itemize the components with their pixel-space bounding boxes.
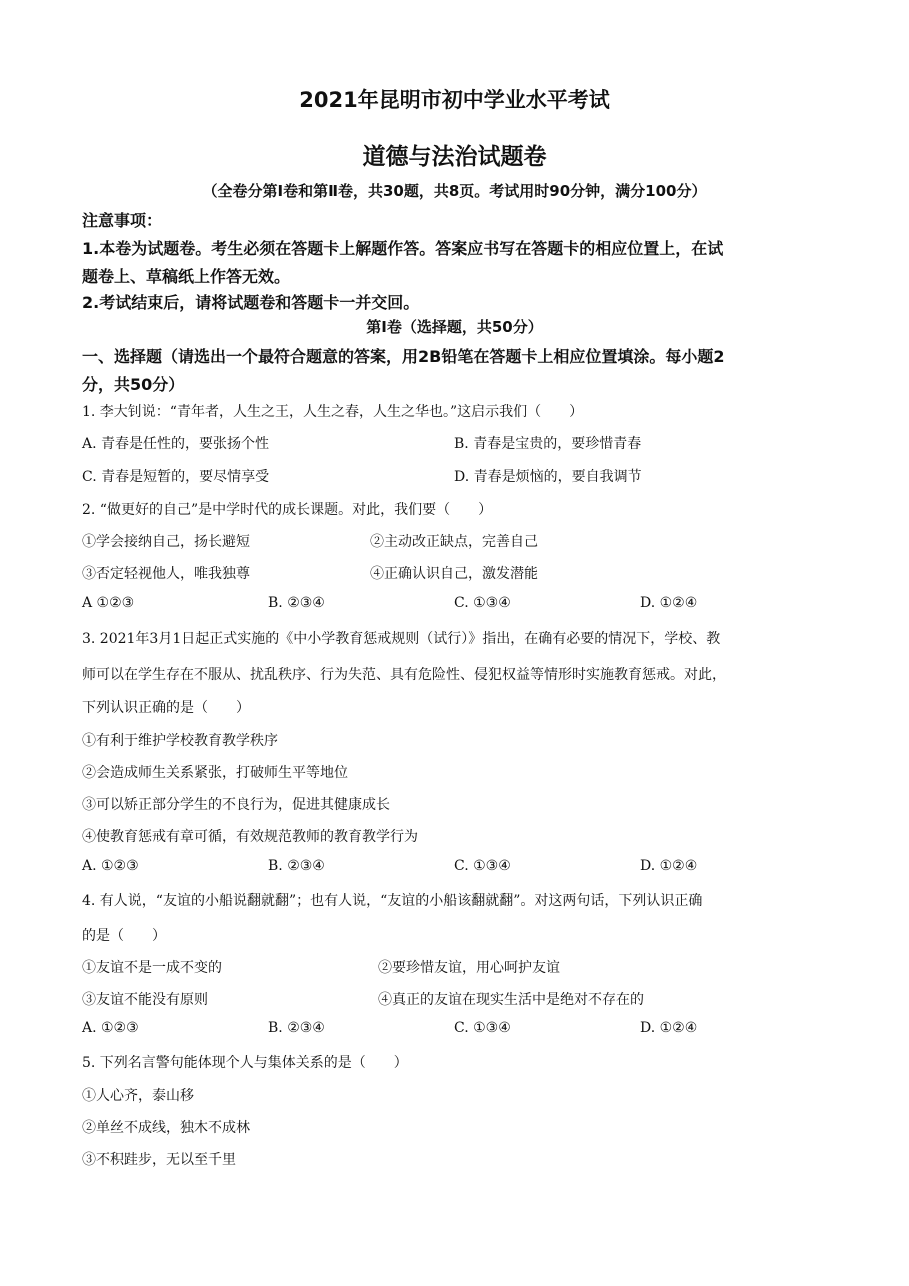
question-4-option-c: C. ①③④ (454, 1020, 511, 1036)
question-1-option-d: D. 青春是烦恼的，要自我调节 (454, 469, 642, 485)
part1-instructions: 一、选择题（请选出一个最符合题意的答案，用2B铅笔在答题卡上相应位置填涂。每小题2 (82, 347, 725, 366)
notice-heading: 注意事项： (82, 211, 163, 230)
question-4-statement-1: ①友谊不是一成不变的 (82, 960, 222, 976)
question-4-stem-cont: 的是（ ） (82, 928, 166, 944)
question-3-statement-1: ①有利于维护学校教育教学秩序 (82, 733, 278, 749)
question-4-stem: 4. 有人说，“友谊的小船说翻就翻”；也有人说，“友谊的小船该翻就翻”。对这两句话，下列认识正确 (82, 893, 703, 909)
question-4-option-b: B. ②③④ (268, 1020, 325, 1036)
notice-item-1-cont: 题卷上、草稿纸上作答无效。 (82, 267, 291, 286)
part1-heading: 第Ⅰ卷（选择题，共50分） (366, 318, 543, 336)
question-3-option-a: A. ①②③ (82, 858, 139, 874)
question-5-statement-3: ③不积跬步，无以至千里 (82, 1152, 236, 1168)
question-3-statement-3: ③可以矫正部分学生的不良行为，促进其健康成长 (82, 797, 390, 813)
question-2-option-a: A ①②③ (82, 595, 135, 611)
question-5-stem: 5. 下列名言警句能体现个人与集体关系的是（ ） (82, 1055, 408, 1071)
question-3-option-c: C. ①③④ (454, 858, 511, 874)
question-4-statement-2: ②要珍惜友谊，用心呵护友谊 (378, 960, 560, 976)
exam-info: （全卷分第Ⅰ卷和第Ⅱ卷，共30题，共8页。考试用时90分钟，满分100分） (202, 182, 707, 200)
question-3-option-d: D. ①②④ (640, 858, 698, 874)
question-2-option-d: D. ①②④ (640, 595, 698, 611)
question-5-statement-2: ②单丝不成线，独木不成林 (82, 1120, 250, 1136)
question-5-statement-1: ①人心齐，泰山移 (82, 1088, 194, 1104)
question-4-statement-4: ④真正的友谊在现实生活中是绝对不存在的 (378, 992, 644, 1008)
notice-item-2: 2.考试结束后，请将试题卷和答题卡一并交回。 (82, 293, 420, 312)
question-4-option-a: A. ①②③ (82, 1020, 139, 1036)
question-3-statement-4: ④使教育惩戒有章可循，有效规范教师的教育教学行为 (82, 829, 418, 845)
part1-instructions-cont: 分，共50分） (82, 375, 185, 394)
question-2-statement-2: ②主动改正缺点，完善自己 (370, 534, 538, 550)
question-3-statement-2: ②会造成师生关系紧张，打破师生平等地位 (82, 765, 348, 781)
question-2-statement-3: ③否定轻视他人，唯我独尊 (82, 566, 250, 582)
question-4-option-d: D. ①②④ (640, 1020, 698, 1036)
notice-item-1: 1.本卷为试题卷。考生必须在答题卡上解题作答。答案应书写在答题卡的相应位置上，在试 (82, 239, 724, 258)
question-1-option-b: B. 青春是宝贵的，要珍惜青春 (454, 436, 642, 452)
exam-title: 2021年昆明市初中学业水平考试 (299, 88, 610, 112)
question-4-statement-3: ③友谊不能没有原则 (82, 992, 208, 1008)
question-3-option-b: B. ②③④ (268, 858, 325, 874)
question-2-statement-1: ①学会接纳自己，扬长避短 (82, 534, 250, 550)
question-3-stem: 3. 2021年3月1日起正式实施的《中小学教育惩戒规则（试行）》指出，在确有必要的情况下，学校、教 (82, 631, 721, 647)
exam-subject: 道德与法治试题卷 (362, 144, 547, 170)
question-3-stem-end: 下列认识正确的是（ ） (82, 700, 250, 716)
question-2-stem: 2. “做更好的自己”是中学时代的成长课题。对此，我们要（ ） (82, 502, 493, 518)
question-2-statement-4: ④正确认识自己，激发潜能 (370, 566, 538, 582)
question-3-stem-cont: 师可以在学生存在不服从、扰乱秩序、行为失范、具有危险性、侵犯权益等情形时实施教育惩戒。对此， (82, 667, 726, 683)
question-2-option-c: C. ①③④ (454, 595, 511, 611)
question-1-option-a: A. 青春是任性的，要张扬个性 (82, 436, 270, 452)
question-2-option-b: B. ②③④ (268, 595, 325, 611)
question-1-option-c: C. 青春是短暂的，要尽情享受 (82, 469, 270, 485)
question-1-stem: 1. 李大钊说：“青年者，人生之王，人生之春，人生之华也。”这启示我们（ ） (82, 404, 584, 420)
